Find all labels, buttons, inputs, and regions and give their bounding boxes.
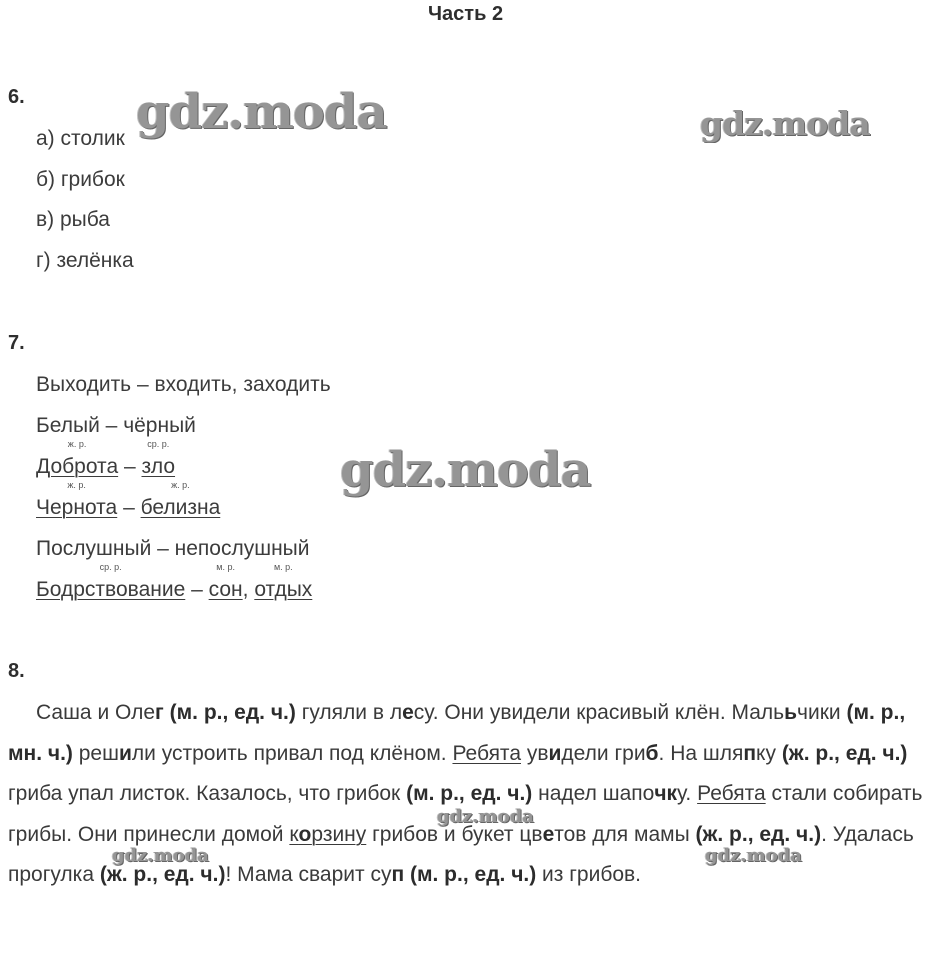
- text: ! Мама сварит су: [225, 863, 392, 887]
- text: гриба упал листок. Казалось, что грибок: [8, 782, 407, 806]
- grammar-note: (ж. р., ед. ч.): [695, 822, 822, 846]
- bold-letter: е: [542, 822, 555, 846]
- bold-letter: и: [548, 741, 562, 765]
- word: [36, 439, 119, 479]
- bold-letter: п: [743, 741, 757, 765]
- gender-label: ж. р.: [171, 480, 190, 490]
- grammar-note: (м. р., ед. ч.): [406, 782, 533, 806]
- word-text: белизна: [140, 496, 221, 519]
- text: чики: [797, 701, 847, 724]
- comma: ,: [242, 578, 255, 601]
- task-8-number: 8.: [8, 660, 25, 682]
- watermark: gdz.moda: [705, 845, 802, 866]
- task-6-item-b: б) грибок: [36, 168, 125, 191]
- word: [36, 480, 118, 520]
- task-7-line-4: [36, 480, 221, 520]
- dash: –: [185, 578, 209, 601]
- text: ку: [756, 741, 782, 765]
- gender-label: м. р.: [216, 562, 235, 572]
- watermark: gdz.moda: [136, 84, 387, 140]
- bold-letter: г: [155, 701, 164, 724]
- text: к: [289, 822, 299, 846]
- bold-letter: ь: [784, 701, 798, 724]
- dash: –: [118, 455, 142, 478]
- watermark: gdz.moda: [340, 442, 591, 498]
- dash: –: [117, 496, 141, 519]
- task-7-line-3: [36, 439, 176, 479]
- task-7-line-5: Послушный – непослушный: [36, 537, 310, 560]
- gender-label: м. р.: [273, 562, 293, 572]
- bold-letter: и: [118, 741, 132, 765]
- text: грибов и букет цв: [366, 822, 543, 846]
- word: [254, 562, 313, 602]
- task-7-line-6: [36, 562, 313, 602]
- watermark: gdz.moda: [700, 104, 870, 143]
- watermark: gdz.moda: [437, 806, 534, 827]
- text: . Удалась прогулка: [8, 822, 914, 887]
- text: реш: [72, 741, 119, 765]
- text: ли устроить привал под клёном.: [131, 741, 453, 765]
- text: стали собирать грибы. Они принесли домой: [8, 782, 923, 846]
- grammar-note: (м. р., ед. ч.): [169, 701, 296, 724]
- underlined-word: [289, 823, 366, 846]
- task-7-line-1: Выходить – входить, заходить: [36, 373, 331, 396]
- underlined-word: Ребята: [452, 741, 521, 765]
- text: су. Они увидели красивый клён. Маль: [413, 701, 785, 724]
- underlined-word: Ребята: [697, 782, 766, 806]
- grammar-note: (ж. р., ед. ч.): [99, 863, 226, 887]
- text: дели гри: [561, 741, 646, 765]
- word-text: сон: [208, 578, 243, 601]
- word: [208, 562, 243, 602]
- task-6-number: 6.: [8, 86, 25, 108]
- word-text: зло: [141, 455, 176, 478]
- task-7-number: 7.: [8, 332, 25, 354]
- gender-label: ср. р.: [147, 439, 170, 449]
- bold-letter: чк: [654, 782, 678, 806]
- bold-letter: е: [402, 701, 414, 724]
- word: [36, 562, 186, 602]
- gender-label: ср. р.: [99, 562, 122, 572]
- gender-label: ж. р.: [67, 480, 86, 490]
- bold-letter: о: [298, 822, 312, 846]
- text: гуляли в л: [295, 701, 403, 724]
- word: [141, 439, 176, 479]
- word-text: Доброта: [36, 455, 119, 478]
- task-6-item-c: в) рыба: [36, 208, 110, 231]
- word: [140, 480, 221, 520]
- word-text: Чернота: [36, 496, 118, 519]
- word-text: отдых: [254, 578, 313, 601]
- text: Саша и Оле: [36, 701, 156, 724]
- task-7-line-2: Белый – чёрный: [36, 414, 196, 437]
- text: у.: [677, 782, 698, 806]
- bold-letter: п: [391, 863, 405, 887]
- watermark: gdz.moda: [112, 845, 209, 866]
- grammar-note: (м. р., ед. ч.): [409, 863, 537, 887]
- task-6-item-d: г) зелёнка: [36, 249, 134, 272]
- text: надел шапо: [532, 782, 655, 806]
- gender-label: ж. р.: [67, 439, 87, 449]
- text: . На шля: [658, 741, 744, 765]
- page-title: Часть 2: [428, 3, 504, 25]
- grammar-note: (м. р., мн. ч.): [8, 701, 906, 765]
- bold-letter: б: [645, 741, 659, 765]
- grammar-note: (ж. р., ед. ч.): [781, 741, 908, 765]
- text: ув: [521, 741, 549, 765]
- text: из грибов.: [536, 863, 642, 887]
- text: рзину: [311, 822, 367, 846]
- word-text: Бодрствование: [36, 578, 186, 601]
- text: тов для мамы: [554, 822, 696, 846]
- task-6-item-a: а) столик: [36, 127, 125, 150]
